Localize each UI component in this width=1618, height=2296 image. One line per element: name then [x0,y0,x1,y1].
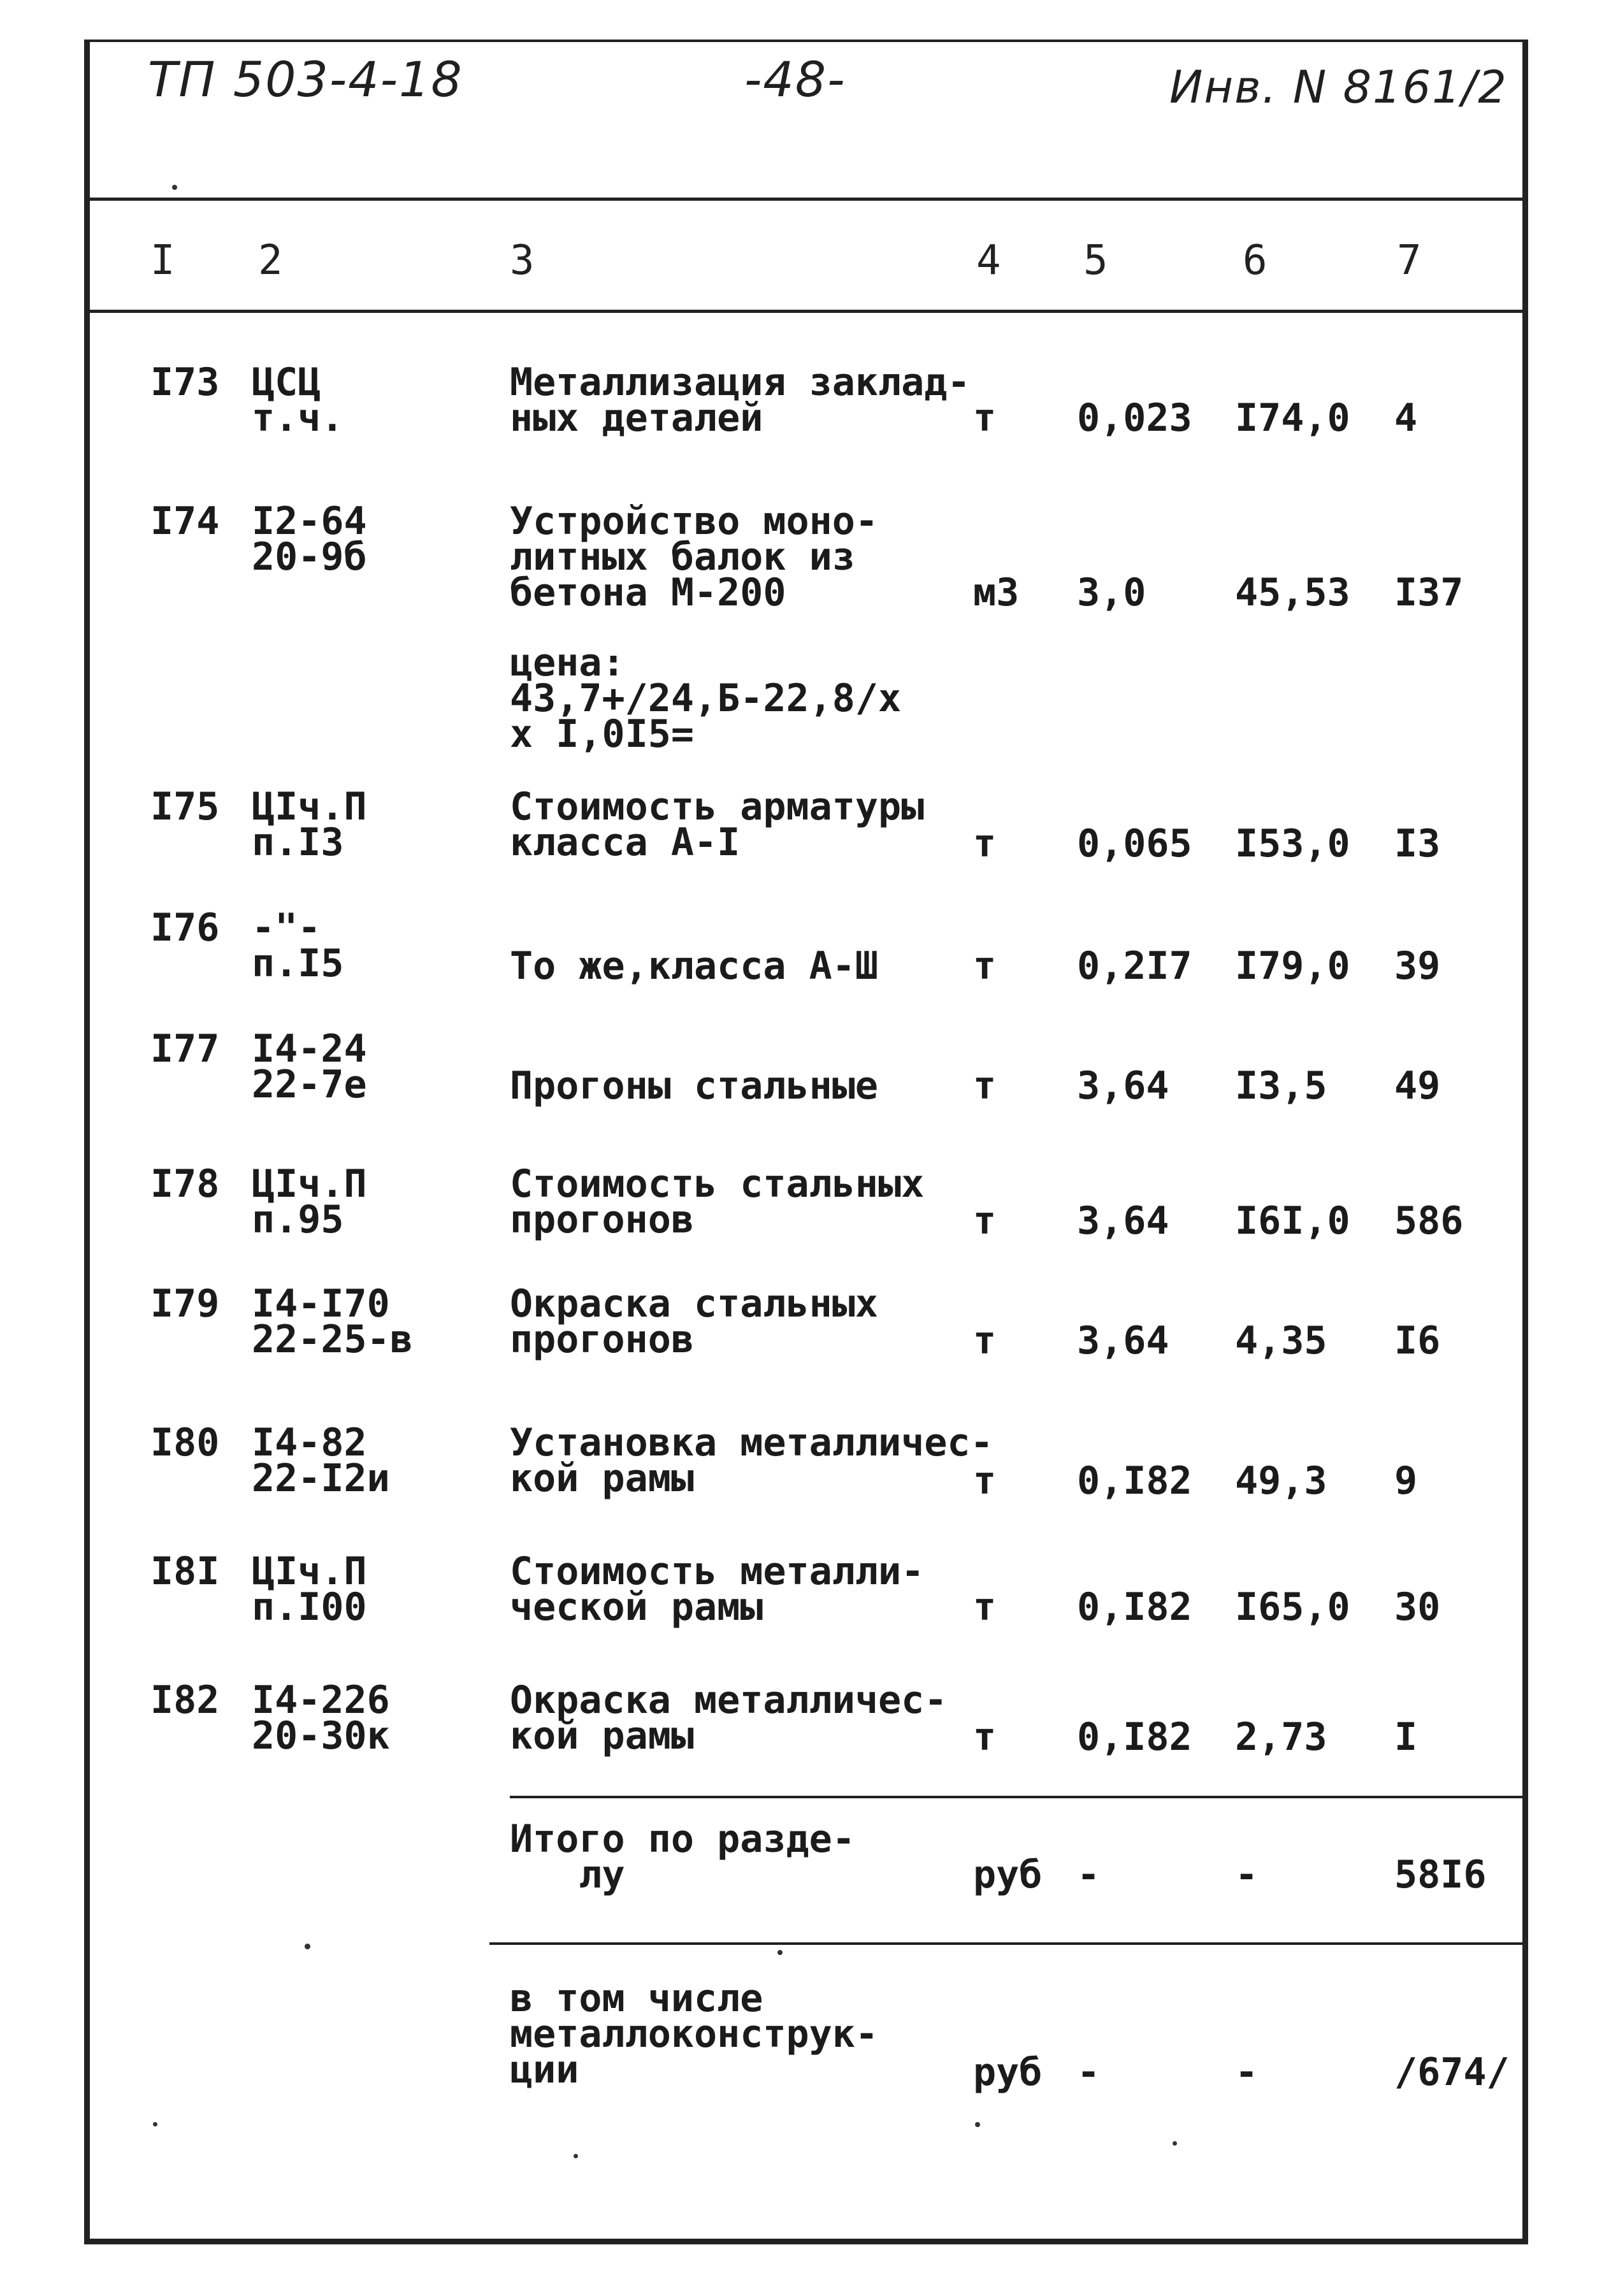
row-number: I74 [150,499,220,544]
row-unit: т [973,1715,997,1759]
speck [975,2122,980,2127]
row-number: I76 [150,906,220,950]
row-reference: I2-64 20-9б [252,499,367,579]
row-number: I73 [150,360,220,405]
row-unit: м3 [973,570,1020,615]
page-number: -48- [744,51,846,108]
total-description: Итого по разде- лу [510,1817,855,1897]
row-total: I37 [1394,570,1464,615]
row-quantity: 3,64 [1077,1199,1169,1243]
row-total: 4 [1394,396,1418,440]
row-number: I8I [150,1549,220,1594]
row-total: 39 [1394,944,1441,988]
total-amount: /674/ [1394,2050,1510,2095]
speck [305,1944,310,1949]
row-unit-price: I6I,0 [1235,1199,1350,1243]
row-description: Металлизация заклад- ных деталей [510,360,971,440]
row-quantity: 0,065 [1077,821,1192,866]
row-reference: ЦIч.П п.I3 [252,784,367,865]
row-reference: I4-24 22-7е [252,1027,367,1107]
row-quantity: 3,64 [1077,1064,1169,1108]
row-unit-price: I74,0 [1235,396,1350,440]
subtotal-rule [510,1796,1528,1798]
row-unit-price: 45,53 [1235,570,1350,615]
row-total: 30 [1394,1585,1441,1629]
row-quantity: 3,0 [1077,570,1146,615]
row-number: I80 [150,1420,220,1465]
speck [574,2154,578,2158]
row-description: Окраска металличес- кой рамы [510,1678,948,1758]
column-header-3: 3 [510,237,535,284]
row-total: I [1394,1715,1418,1759]
row-unit-price: I65,0 [1235,1585,1350,1629]
row-description: Устройство моно- литных балок из бетона М-200 [510,499,878,615]
total-unit: руб [973,1852,1043,1897]
row-reference: I4-226 20-30к [252,1678,390,1758]
row-unit-price: I53,0 [1235,821,1350,866]
row-number: I77 [150,1027,220,1071]
column-header-1: I [150,237,175,284]
row-description: То же,класса А-Ш [510,944,878,988]
row-reference: I4-I70 22-25-в [252,1282,413,1362]
row-total: 49 [1394,1064,1441,1108]
total-amount: 58I6 [1394,1852,1487,1897]
row-number: I82 [150,1678,220,1722]
row-reference: ЦСЦ т.ч. [252,360,344,440]
speck [153,2122,157,2126]
row-unit: т [973,1459,997,1503]
row-description: Установка металличес- кой рамы [510,1420,993,1501]
row-unit-price: I3,5 [1235,1064,1327,1108]
row-unit-price: 2,73 [1235,1715,1327,1759]
column-header-rule [89,310,1528,313]
row-unit-price: 4,35 [1235,1318,1327,1363]
row-quantity: 0,2I7 [1077,944,1192,988]
row-number: I79 [150,1282,220,1326]
speck [1173,2141,1177,2146]
row-total: I3 [1394,821,1441,866]
total-price: - [1235,2050,1259,2095]
row-description: Стоимость арматуры класса А-I [510,784,925,865]
column-header-2: 2 [258,237,283,284]
row-number: I75 [150,784,220,829]
row-reference: ЦIч.П п.95 [252,1162,367,1242]
total-quantity: - [1077,2050,1101,2095]
row-unit-price: 49,3 [1235,1459,1327,1503]
row-unit: т [973,1199,997,1243]
column-header-7: 7 [1397,237,1422,284]
row-quantity: 0,I82 [1077,1715,1192,1759]
row-unit: т [973,1318,997,1363]
row-unit: т [973,1064,997,1108]
row-quantity: 0,023 [1077,396,1192,440]
row-total: 9 [1394,1459,1418,1503]
speck [172,185,177,190]
row-unit: т [973,1585,997,1629]
row-reference: I4-82 22-I2и [252,1420,390,1501]
row-description: Окраска стальных прогонов [510,1282,878,1362]
row-reference: ЦIч.П п.I00 [252,1549,367,1629]
doc-code: ТП 503-4-18 [148,51,463,108]
row-total: I6 [1394,1318,1441,1363]
row-description: Прогоны стальные [510,1064,878,1108]
speck [777,1950,783,1955]
row-quantity: 3,64 [1077,1318,1169,1363]
row-description: Стоимость стальных прогонов [510,1162,925,1242]
row-unit: т [973,396,997,440]
total-unit: руб [973,2050,1043,2095]
row-quantity: 0,I82 [1077,1585,1192,1629]
total-price: - [1235,1852,1259,1897]
column-header-5: 5 [1083,237,1108,284]
row-reference: -"- п.I5 [252,906,344,986]
column-header-4: 4 [976,237,1001,284]
total-quantity: - [1077,1852,1101,1897]
total-description: в том числе металлоконструк- ции [510,1976,878,2092]
total-rule [489,1942,1528,1945]
header-rule [89,198,1528,201]
row-price-note: цена: 43,7+/24,Б-22,8/х х I,0I5= [510,640,902,756]
row-unit: т [973,944,997,988]
row-unit: т [973,821,997,866]
column-header-6: 6 [1243,237,1268,284]
row-total: 586 [1394,1199,1464,1243]
row-description: Стоимость металли- ческой рамы [510,1549,925,1629]
inventory-number: Инв. N 8161/2 [1169,61,1508,113]
row-quantity: 0,I82 [1077,1459,1192,1503]
row-number: I78 [150,1162,220,1206]
row-unit-price: I79,0 [1235,944,1350,988]
